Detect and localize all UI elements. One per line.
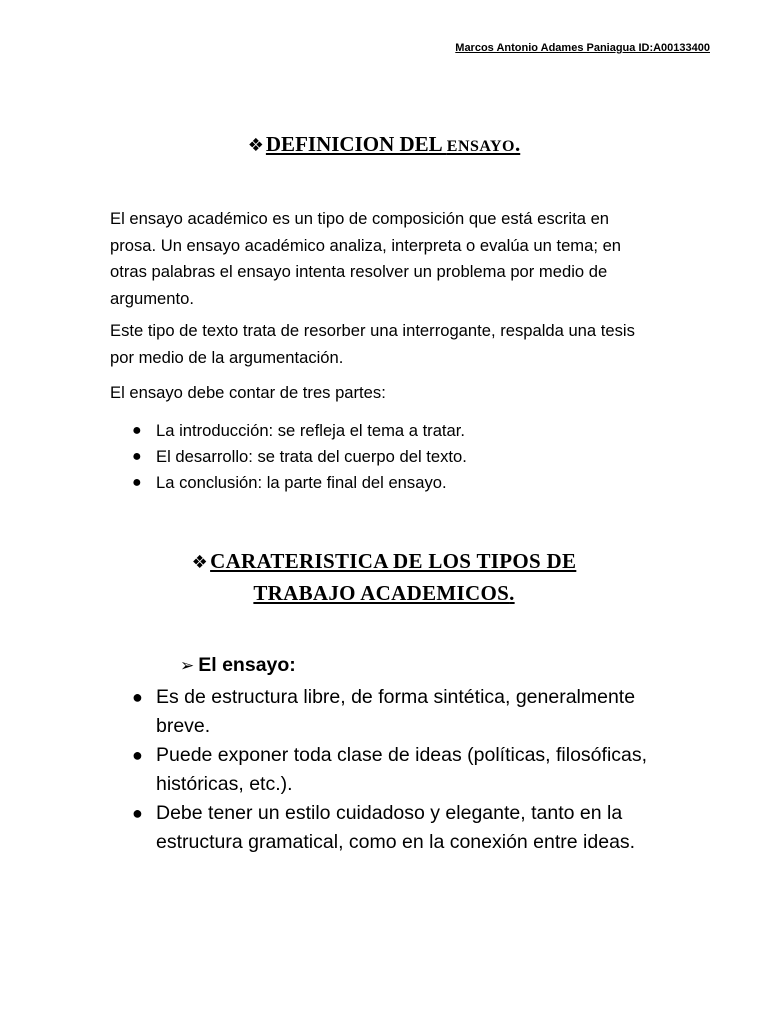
title-period: .	[509, 581, 515, 605]
bullet-dot-icon: ●	[132, 687, 143, 707]
list-item-text: La introducción: se refleja el tema a tratar.	[156, 421, 465, 440]
list-item-text: La conclusión: la parte final del ensayo.	[156, 473, 447, 492]
list-item	[110, 418, 670, 444]
list-item	[110, 799, 670, 857]
diamond-bullet-icon: ❖	[191, 552, 209, 573]
title-line-2-text	[253, 581, 514, 605]
diamond-bullet-icon: ❖	[247, 135, 264, 156]
arrow-bullet-icon: ➢	[180, 656, 195, 676]
title-line-2	[0, 578, 768, 609]
characteristics-list	[110, 683, 670, 857]
section-title-caracteristicas	[0, 546, 768, 609]
title-period: .	[514, 132, 521, 156]
bullet-dot-icon: ●	[132, 803, 143, 823]
list-item-text: El desarrollo: se trata del cuerpo del texto.	[156, 447, 467, 466]
list-item-text: Es de estructura libre, de forma sintética, generalmente breve.	[156, 686, 636, 737]
parts-list	[110, 418, 670, 496]
bullet-dot-icon: ●	[132, 448, 142, 465]
title-line-1-text: CARATERISTICA DE LOS TIPOS DE	[210, 549, 577, 573]
paragraph: El ensayo académico es un tipo de composición que está escrita en prosa. Un ensayo académico analiza, interpreta o evalúa un tema; en otras palabras el ensayo intenta resolver un problema por medio de argumento.	[110, 209, 622, 308]
bullet-dot-icon: ●	[132, 422, 142, 439]
bullet-dot-icon: ●	[132, 745, 143, 765]
author-header: Marcos Antonio Adames Paniagua ID:A00133400	[455, 42, 710, 54]
subheading-text: El ensayo:	[198, 654, 296, 676]
section-title-definicion	[0, 132, 768, 157]
list-item	[110, 683, 670, 741]
paragraph: Este tipo de texto trata de resorber una interrogante, respalda una tesis por medio de la argumentación.	[110, 321, 635, 367]
list-item	[110, 741, 670, 799]
subheading-ensayo	[180, 654, 296, 677]
title-small-caps: ENSAYO	[446, 138, 515, 155]
list-item-text: Debe tener un estilo cuidadoso y elegante, tanto en la estructura gramatical, como en la conexión entre ideas.	[156, 802, 636, 853]
title-line-1	[0, 546, 768, 578]
title-line-2-words: TRABAJO ACADEMICOS	[253, 581, 510, 605]
bullet-dot-icon: ●	[132, 474, 142, 491]
list-item	[110, 470, 670, 496]
paragraph: El ensayo debe contar de tres partes:	[110, 383, 386, 402]
title-main: DEFINICION DEL	[265, 132, 447, 156]
section-title-text	[266, 132, 520, 156]
list-item-text: Puede exponer toda clase de ideas (políticas, filosóficas, históricas, etc.).	[156, 744, 648, 795]
list-item	[110, 444, 670, 470]
